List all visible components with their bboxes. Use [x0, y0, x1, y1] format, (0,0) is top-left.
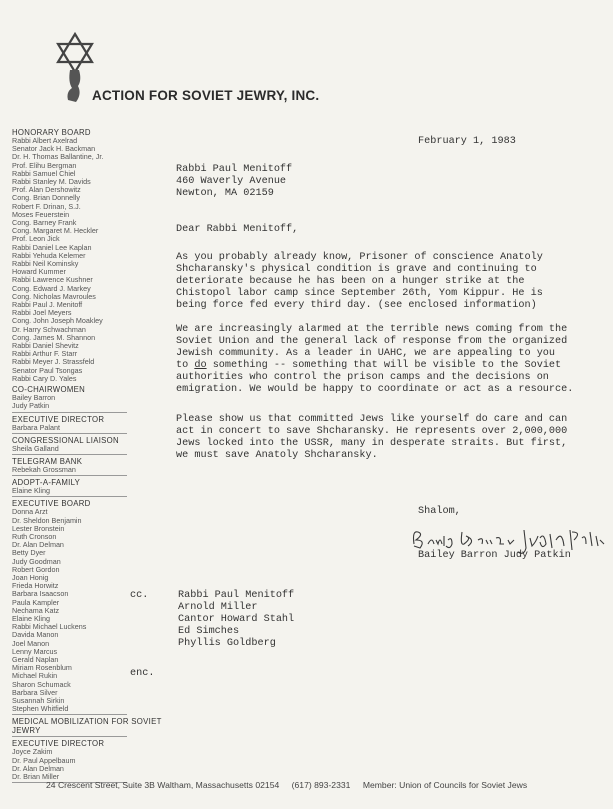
board-member: Frieda Horwitz: [12, 581, 59, 591]
board-member: Dr. Sheldon Benjamin: [12, 515, 82, 525]
board-member: Gerald Naplan: [12, 654, 59, 664]
board-member: Sharon Schumack: [12, 679, 71, 689]
board-section: [12, 415, 162, 434]
board-section: [12, 128, 162, 383]
board-member: Donna Arzt: [12, 507, 48, 517]
board-member: Barbara Palant: [12, 422, 60, 432]
org-name: ACTION FOR SOVIET JEWRY, INC.: [92, 88, 320, 103]
board-member: Prof. Alan Dershowitz: [12, 185, 81, 195]
signer-names: Bailey Barron Judy Patkin: [418, 550, 571, 561]
paragraph-1: [176, 252, 606, 312]
board-member: Elaine Kling: [12, 486, 50, 496]
board-member: Stephen Whitfield: [12, 704, 69, 714]
text-line: Shcharansky's physical condition is grave and continuing to: [176, 264, 537, 275]
section-divider: [12, 475, 127, 476]
board-member: Cong. Nicholas Mavroules: [12, 291, 96, 301]
board-member: Bailey Barron: [12, 393, 56, 403]
board-section: [12, 436, 162, 455]
board-section: [12, 457, 162, 476]
board-member: Rabbi Daniel Shevitz: [12, 341, 79, 351]
board-member: Dr. Alan Delman: [12, 763, 64, 773]
paragraph-3: [176, 414, 606, 462]
paragraph-2: [176, 324, 606, 396]
text-line: we must save Anatoly Shcharansky.: [176, 450, 378, 461]
board-member: Senator Jack H. Backman: [12, 144, 96, 154]
board-section-heading: ADOPT-A-FAMILY: [12, 478, 81, 488]
board-member: Dr. Paul Appelbaum: [12, 755, 76, 765]
text-line: Jews locked into the USSR, many in desperate straits. But first,: [176, 438, 568, 449]
address-line: Newton, MA 02159: [176, 188, 274, 199]
board-member: Davida Manon: [12, 630, 59, 640]
board-member: Dr. Brian Miller: [12, 772, 60, 781]
board-member: Rabbi Neil Kominsky: [12, 259, 79, 269]
board-member: Elaine Kling: [12, 613, 50, 623]
text-line: Jewish community. As a leader in UAHC, we are appealing to you: [176, 348, 556, 359]
board-member: Cong. Margaret M. Heckler: [12, 226, 99, 236]
text-line: emigration. We would be happy to coordinate or act as a resource.: [176, 384, 574, 395]
board-list: [12, 128, 162, 785]
board-member: Cong. Brian Donnelly: [12, 193, 80, 203]
board-member: Michael Rukin: [12, 671, 58, 681]
text-line: Chistopol labor camp since September 26th, Yom Kippur. He is: [176, 288, 543, 299]
salutation: Dear Rabbi Menitoff,: [176, 224, 299, 235]
board-section-heading: EXECUTIVE DIRECTOR: [12, 739, 105, 749]
text-line: act in concert to save Shcharansky. He represents over 2,000,000: [176, 426, 568, 437]
section-divider: [12, 454, 127, 455]
board-member: Rebekah Grossman: [12, 464, 76, 474]
board-member: Rabbi Paul J. Menitoff: [12, 300, 83, 310]
closing: Shalom,: [418, 506, 461, 517]
text-line: We are increasingly alarmed at the terrible news coming from the: [176, 324, 568, 335]
board-member: Rabbi Arthur F. Starr: [12, 349, 78, 359]
address-line: Rabbi Paul Menitoff: [176, 164, 293, 175]
text-line: to do something -- something that will be visible to the Soviet: [176, 360, 562, 371]
text-line: deteriorate because he has been on a hunger strike at the: [176, 276, 525, 287]
cc-recipient: Cantor Howard Stahl: [178, 614, 295, 625]
board-member: Robert F. Drinan, S.J.: [12, 201, 81, 211]
board-section-heading: CO-CHAIRWOMEN: [12, 385, 86, 395]
board-member: Joyce Zakim: [12, 747, 53, 757]
text-line: Please show us that committed Jews like yourself do care and can: [176, 414, 568, 425]
board-section-heading: EXECUTIVE BOARD: [12, 499, 91, 509]
footer-phone: (617) 893-2331: [291, 780, 351, 790]
letter-date: February 1, 1983: [418, 136, 516, 147]
board-member: Sheila Galland: [12, 443, 59, 453]
board-section: [12, 499, 162, 715]
board-member: Rabbi Stanley M. Davids: [12, 177, 91, 187]
board-member: Dr. H. Thomas Ballantine, Jr.: [12, 152, 104, 162]
text-line: authorities who control the prison camps and the decisions on: [176, 372, 549, 383]
text-line: Soviet Union and the general lack of response from the organized: [176, 336, 568, 347]
board-section: [12, 739, 162, 783]
text-line: As you probably already know, Prisoner of conscience Anatoly: [176, 252, 543, 263]
recipient-address: [176, 164, 292, 200]
board-member: Rabbi Albert Axelrad: [12, 136, 78, 145]
text-line: being force fed every third day. (see enclosed information): [176, 300, 537, 311]
board-member: Barbara Silver: [12, 687, 58, 697]
board-member: Prof. Leon Jick: [12, 234, 60, 244]
footer-address: 24 Crescent Street, Suite 3B Waltham, Massachusetts 02154: [46, 780, 280, 790]
board-member: Senator Paul Tsongas: [12, 365, 83, 375]
section-divider: [12, 736, 127, 737]
footer: [46, 780, 606, 790]
board-member: Cong. James M. Shannon: [12, 332, 96, 342]
board-member: Nechama Katz: [12, 605, 60, 615]
board-section: [12, 717, 162, 737]
board-member: Rabbi Meyer J. Strassfeld: [12, 357, 95, 367]
board-member: Joel Manon: [12, 638, 50, 648]
board-member: Rabbi Lawrence Kushner: [12, 275, 93, 285]
enclosure-note: enc.: [130, 668, 155, 679]
board-member: Judy Patkin: [12, 401, 50, 411]
board-member: Moses Feuerstein: [12, 209, 70, 219]
board-member: Cong. John Joseph Moakley: [12, 316, 103, 326]
section-divider: [12, 714, 127, 715]
section-divider: [12, 496, 127, 497]
footer-member: Member: Union of Councils for Soviet Jews: [362, 780, 528, 790]
section-divider: [12, 433, 127, 434]
board-member: Judy Goodman: [12, 556, 61, 566]
board-member: Rabbi Cary D. Yales: [12, 373, 77, 383]
board-member: Rabbi Michael Luckens: [12, 622, 87, 632]
board-member: Rabbi Daniel Lee Kaplan: [12, 242, 92, 252]
board-member: Paula Kampler: [12, 597, 60, 607]
board-section: [12, 385, 162, 412]
cc-recipient: Arnold Miller: [178, 602, 258, 613]
board-member: Howard Kummer: [12, 267, 66, 277]
board-section-heading: HONORARY BOARD: [12, 128, 91, 137]
cc-recipient: Phyllis Goldberg: [178, 638, 276, 649]
board-member: Susannah Sirkin: [12, 695, 65, 705]
board-member: Rabbi Yehuda Kelemer: [12, 250, 86, 260]
board-member: Prof. Elihu Bergman: [12, 160, 77, 170]
board-member: Miriam Rosenblum: [12, 663, 72, 673]
board-member: Betty Dyer: [12, 548, 46, 558]
board-member: Joan Honig: [12, 572, 49, 582]
board-member: Barbara Isaacson: [12, 589, 69, 599]
board-member: Robert Gordon: [12, 564, 60, 574]
board-member: Dr. Alan Delman: [12, 540, 64, 550]
board-section: [12, 478, 162, 497]
board-section-heading: CONGRESSIONAL LIAISON: [12, 435, 119, 445]
section-divider: [12, 412, 127, 413]
board-member: Lenny Marcus: [12, 646, 58, 656]
board-member: Lester Bronstein: [12, 523, 65, 533]
board-member: Rabbi Joel Meyers: [12, 308, 72, 318]
cc-recipient: Rabbi Paul Menitoff: [178, 590, 295, 601]
address-line: 460 Waverly Avenue: [176, 176, 287, 187]
board-section-heading: MEDICAL MOBILIZATION FOR SOVIET JEWRY: [12, 717, 162, 736]
cc-recipient: Ed Simches: [178, 626, 240, 637]
cc-label: cc.: [130, 590, 149, 601]
board-section-heading: EXECUTIVE DIRECTOR: [12, 414, 105, 424]
board-member: Cong. Barney Frank: [12, 218, 77, 228]
board-member: Rabbi Samuel Chiel: [12, 168, 76, 178]
board-member: Dr. Harry Schwachman: [12, 324, 86, 334]
board-member: Ruth Cronson: [12, 531, 57, 541]
board-member: Cong. Edward J. Markey: [12, 283, 91, 293]
cc-list: [178, 590, 294, 650]
board-section-heading: TELEGRAM BANK: [12, 456, 83, 466]
